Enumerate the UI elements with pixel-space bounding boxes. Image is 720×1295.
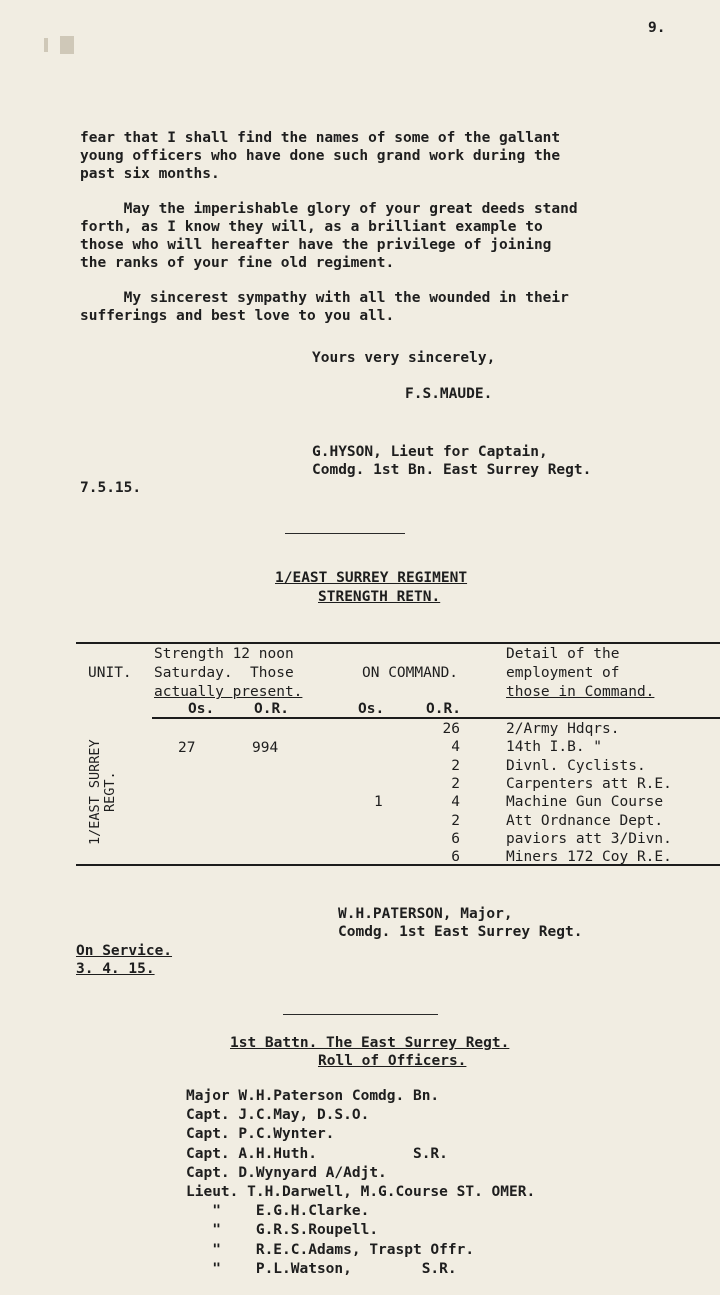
officer-entry: Lieut. T.H.Darwell, M.G.Course ST. OMER. xyxy=(186,1184,536,1201)
command-detail: Machine Gun Course xyxy=(506,794,664,811)
margin-mark xyxy=(60,36,74,54)
header-strength-2: Saturday. Those xyxy=(154,665,294,681)
header-os-command: Os. xyxy=(358,701,385,717)
officer-entry: Capt. P.C.Wynter. xyxy=(186,1126,335,1143)
copy-signature-line-2: Comdg. 1st Bn. East Surrey Regt. xyxy=(312,462,592,478)
letter-line: May the imperishable glory of your great deeds stand xyxy=(80,201,578,218)
officer-entry: Capt. J.C.May, D.S.O. xyxy=(186,1107,370,1124)
letter-line: forth, as I know they will, as a brilliant example to xyxy=(80,218,543,235)
command-detail: Carpenters att R.E. xyxy=(506,775,672,792)
command-other-ranks: 6 xyxy=(451,849,460,866)
header-or-command: O.R. xyxy=(426,701,461,717)
officer-entry: " E.G.H.Clarke. xyxy=(186,1203,370,1220)
header-detail-3: those in Command. xyxy=(506,684,655,700)
command-detail: 14th I.B. " xyxy=(506,739,603,756)
roll-title: 1st Battn. The East Surrey Regt. xyxy=(230,1035,510,1051)
page-number: 9. xyxy=(648,20,666,36)
strength-signature-1: W.H.PATERSON, Major, xyxy=(338,906,513,922)
letter-closing: Yours very sincerely, xyxy=(312,350,496,366)
letter-line: the ranks of your fine old regiment. xyxy=(80,254,395,271)
officer-entry: Major W.H.Paterson Comdg. Bn. xyxy=(186,1088,440,1104)
table-bottom-rule xyxy=(76,864,720,866)
strength-signature-2: Comdg. 1st East Surrey Regt. xyxy=(338,924,583,940)
command-detail: paviors att 3/Divn. xyxy=(506,830,672,847)
margin-mark xyxy=(44,38,48,52)
command-other-ranks: 26 xyxy=(442,721,460,737)
header-detail-1: Detail of the xyxy=(506,646,620,662)
table-top-rule xyxy=(76,642,720,644)
command-detail: 2/Army Hdqrs. xyxy=(506,721,620,737)
header-strength-3: actually present. xyxy=(154,684,303,700)
command-detail: Divnl. Cyclists. xyxy=(506,757,646,774)
header-unit: UNIT. xyxy=(88,665,132,681)
unit-name: 1/EAST SURREY REGT. xyxy=(87,739,118,845)
letter-line xyxy=(80,272,578,290)
strength-subtitle: STRENGTH RETN. xyxy=(318,589,441,605)
letter-line xyxy=(80,183,578,201)
command-officers: 1 xyxy=(374,794,383,811)
header-strength-1: Strength 12 noon xyxy=(154,646,294,662)
section-divider xyxy=(285,533,405,534)
command-other-ranks: 6 xyxy=(451,830,460,847)
present-officers: 27 xyxy=(178,740,196,756)
header-os-present: Os. xyxy=(188,701,215,717)
section-divider xyxy=(283,1014,438,1015)
command-other-ranks: 4 xyxy=(451,739,460,756)
command-other-ranks: 2 xyxy=(451,757,460,774)
officer-entry: Capt. D.Wynyard A/Adjt. xyxy=(186,1164,387,1181)
roll-subtitle: Roll of Officers. xyxy=(318,1053,467,1069)
letter-date: 7.5.15. xyxy=(80,480,142,496)
copy-signature-line-1: G.HYSON, Lieut for Captain, xyxy=(312,444,548,460)
officer-entry: " G.R.S.Roupell. xyxy=(186,1222,379,1239)
letter-line: fear that I shall find the names of some of the gallant xyxy=(80,130,561,146)
command-detail: Att Ordnance Dept. xyxy=(506,812,664,829)
strength-title: 1/EAST SURREY REGIMENT xyxy=(275,570,468,586)
officer-entry: " P.L.Watson, S.R. xyxy=(186,1260,457,1277)
officer-entry: " R.E.C.Adams, Traspt Offr. xyxy=(186,1241,475,1258)
letter-line: those who will hereafter have the privilege of joining xyxy=(80,236,552,253)
command-detail: Miners 172 Coy R.E. xyxy=(506,849,672,866)
letter-line: young officers who have done such grand work during the xyxy=(80,147,561,164)
letter-line: sufferings and best love to you all. xyxy=(80,307,395,324)
present-other-ranks: 994 xyxy=(252,740,279,756)
letter-signature: F.S.MAUDE. xyxy=(405,386,493,402)
command-other-ranks: 2 xyxy=(451,812,460,829)
command-other-ranks: 4 xyxy=(451,794,460,811)
officer-entry: Capt. A.H.Huth. S.R. xyxy=(186,1145,448,1162)
letter-line: past six months. xyxy=(80,165,220,182)
letter-body xyxy=(80,130,578,326)
header-detail-2: employment of xyxy=(506,665,620,681)
table-header-rule xyxy=(152,717,720,719)
strength-date: 3. 4. 15. xyxy=(76,961,155,977)
roll-of-officers xyxy=(186,1087,535,1279)
command-other-ranks: 2 xyxy=(451,775,460,792)
header-or-present: O.R. xyxy=(254,701,289,717)
letter-line: My sincerest sympathy with all the wounded in their xyxy=(80,290,569,307)
header-on-command: ON COMMAND. xyxy=(362,665,459,681)
on-service-label: On Service. xyxy=(76,943,173,959)
